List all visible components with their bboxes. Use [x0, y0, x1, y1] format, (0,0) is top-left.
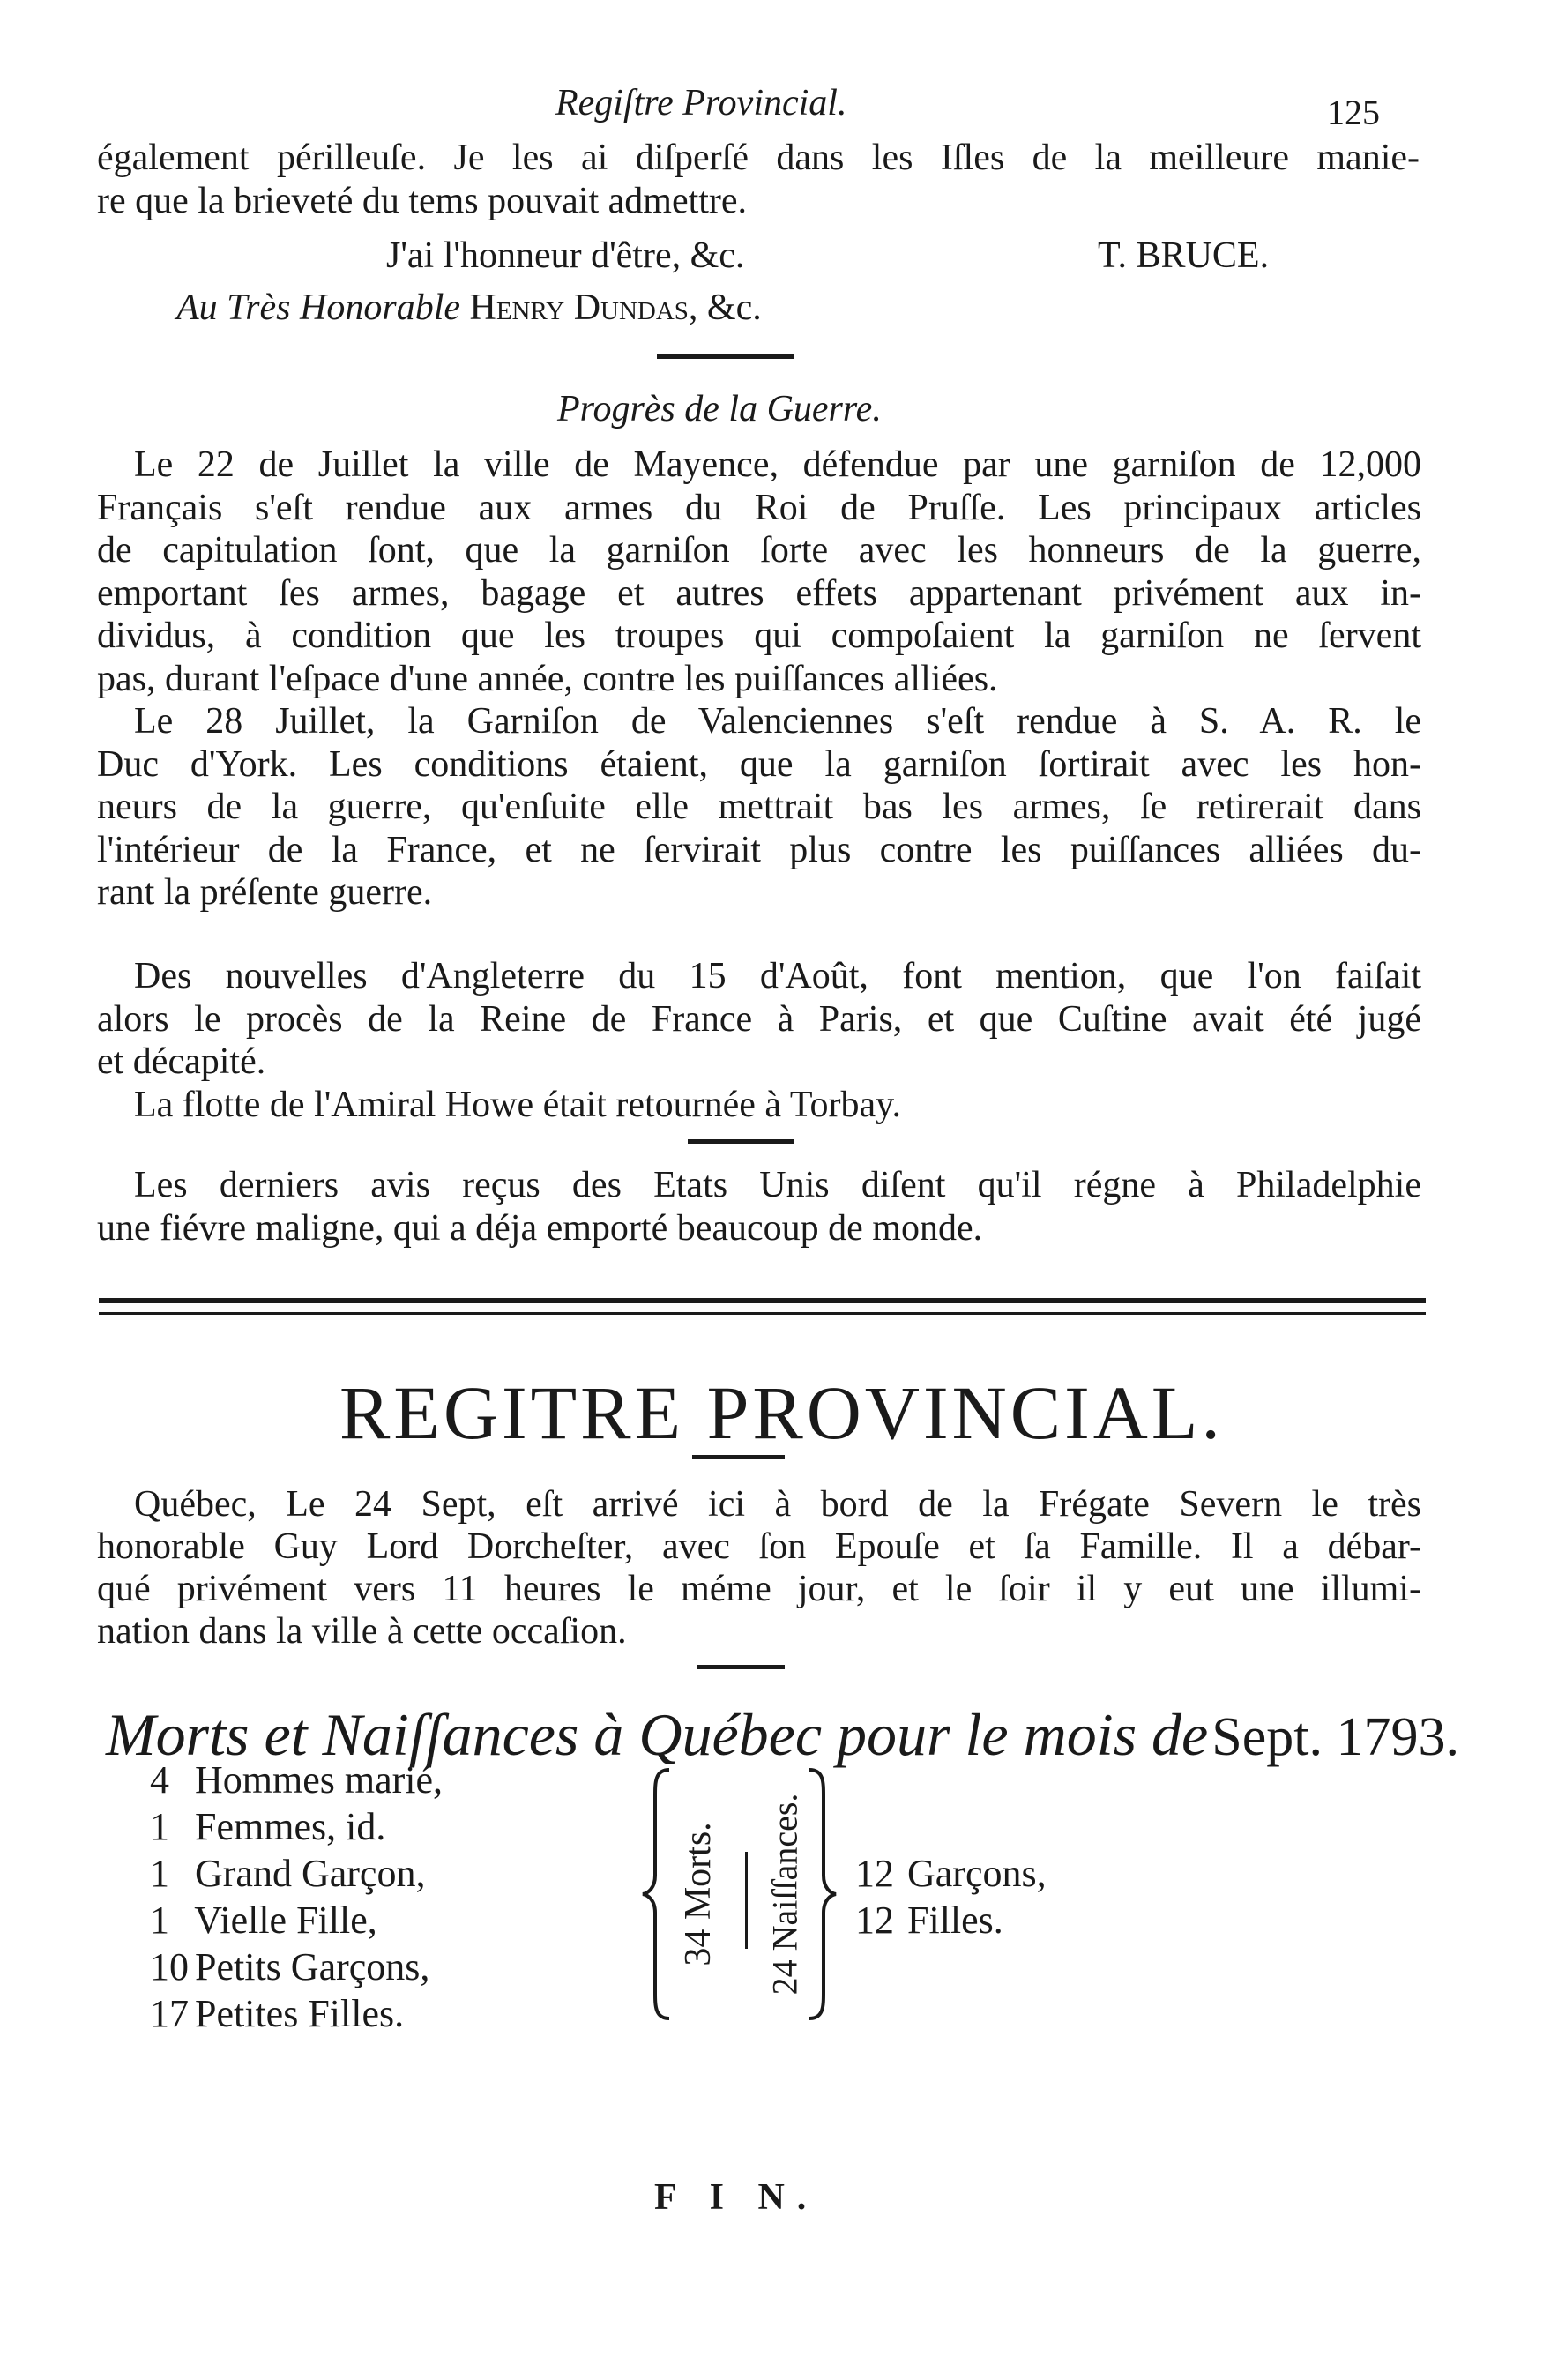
page-number: 125	[1327, 93, 1380, 132]
statistics-title-month: Sept. 1793.	[1211, 1707, 1459, 1767]
war-p1-line: de capitulation ſont, que la garniſon ſorte avec les honneurs de la guerre,	[97, 530, 1421, 571]
letter-line: re que la brieveté du tems pouvait admettre.	[97, 181, 748, 221]
address-prefix: Au Très Honorable	[176, 287, 461, 328]
death-row: 4 Hommes marié,	[150, 1758, 444, 1802]
statistics-title-script: Morts et Naiſſances à Québec pour le mois de	[106, 1701, 1209, 1768]
death-row: 1 Grand Garçon,	[150, 1852, 426, 1895]
war-p1-line: dividus, à condition que les troupes qui compoſaient la garniſon ne ſervent	[97, 616, 1421, 656]
regitre-line: Québec, Le 24 Sept, eſt arrivé ici à bord de la Frégate Severn le très	[134, 1484, 1421, 1525]
section-rule	[657, 354, 794, 359]
births-total: 24 Naiſſances.	[764, 1793, 805, 1996]
war-p1-line: Le 22 de Juillet la ville de Mayence, défendue par une garniſon de 12,000	[134, 444, 1421, 485]
total-divider	[745, 1852, 748, 1949]
running-title: Regiſtre Provincial.	[555, 83, 847, 123]
regitre-line: qué privément vers 11 heures le méme jour, et le ſoir il y eut une illumi-	[97, 1569, 1421, 1609]
war-p2-line: neurs de la guerre, qu'enſuite elle mettrait bas les armes, ſe retirerait dans	[97, 787, 1421, 827]
death-row: 10 Petits Garçons,	[150, 1945, 430, 1988]
war-p1-line: Français s'eſt rendue aux armes du Roi de Pruſſe. Les principaux articles	[97, 488, 1421, 528]
news-p1-line: Des nouvelles d'Angleterre du 15 d'Août, font mention, que l'on faiſait	[134, 956, 1421, 996]
regitre-title: REGITRE PROVINCIAL.	[339, 1370, 1224, 1455]
death-row: 1 Femmes, id.	[150, 1805, 386, 1848]
news-p1-line: et décapité.	[97, 1041, 266, 1082]
death-row: 1 Vielle Fille,	[150, 1899, 377, 1942]
section-rule	[697, 1665, 785, 1669]
letter-closing: J'ai l'honneur d'être, &c.	[386, 235, 745, 276]
news-p3-line: une fiévre maligne, qui a déja emporté beaucoup de monde.	[97, 1208, 983, 1249]
news-p1-line: alors le procès de la Reine de France à Paris, et que Cuſtine avait été jugé	[97, 999, 1421, 1040]
double-rule-top	[99, 1298, 1426, 1303]
regitre-line: honorable Guy Lord Dorcheſter, avec ſon Epouſe et ſa Famille. Il a débar-	[97, 1526, 1421, 1567]
war-p2-line: rant la préſente guerre.	[97, 872, 433, 913]
war-heading: Progrès de la Guerre.	[557, 389, 882, 429]
fin-mark: F I N.	[654, 2177, 819, 2218]
address-suffix: , &c.	[688, 287, 762, 328]
letter-line: également périlleuſe. Je les ai diſperſé dans les Iſles de la meilleure manie-	[97, 138, 1420, 178]
war-p1-line: pas, durant l'eſpace d'une année, contre les puiſſances alliées.	[97, 659, 998, 699]
letter-signature: T. BRUCE.	[1098, 235, 1270, 276]
news-p2-line: La flotte de l'Amiral Howe était retournée à Torbay.	[134, 1085, 901, 1125]
war-p2-line: l'intérieur de la France, et ne ſervirait plus contre les puiſſances alliées du-	[97, 830, 1421, 870]
letter-address	[176, 287, 762, 329]
news-p3-line: Les derniers avis reçus des Etats Unis diſent qu'il régne à Philadelphie	[134, 1165, 1421, 1205]
birth-row: 12 Filles.	[855, 1899, 1003, 1942]
war-p2-line: Duc d'York. Les conditions étaient, que la garniſon ſortirait avec les hon-	[97, 744, 1421, 785]
birth-row: 12 Garçons,	[855, 1852, 1047, 1895]
regitre-line: nation dans la ville à cette occaſion.	[97, 1611, 627, 1652]
deaths-list	[150, 1757, 443, 2037]
address-name: Henry Dundas	[469, 287, 689, 328]
left-brace-icon	[639, 1766, 675, 2022]
section-rule	[688, 1139, 794, 1144]
double-rule-bottom	[99, 1312, 1426, 1315]
war-p2-line: Le 28 Juillet, la Garniſon de Valenciennes s'eſt rendue à S. A. R. le	[134, 701, 1421, 742]
death-row: 17 Petites Filles.	[150, 1992, 405, 2035]
war-p1-line: emportant ſes armes, bagage et autres effets appartenant privément aux in-	[97, 573, 1421, 614]
right-brace-icon	[804, 1766, 839, 2022]
deaths-total: 34 Morts.	[678, 1822, 719, 1966]
births-list	[855, 1850, 1047, 1944]
section-rule	[692, 1455, 785, 1459]
